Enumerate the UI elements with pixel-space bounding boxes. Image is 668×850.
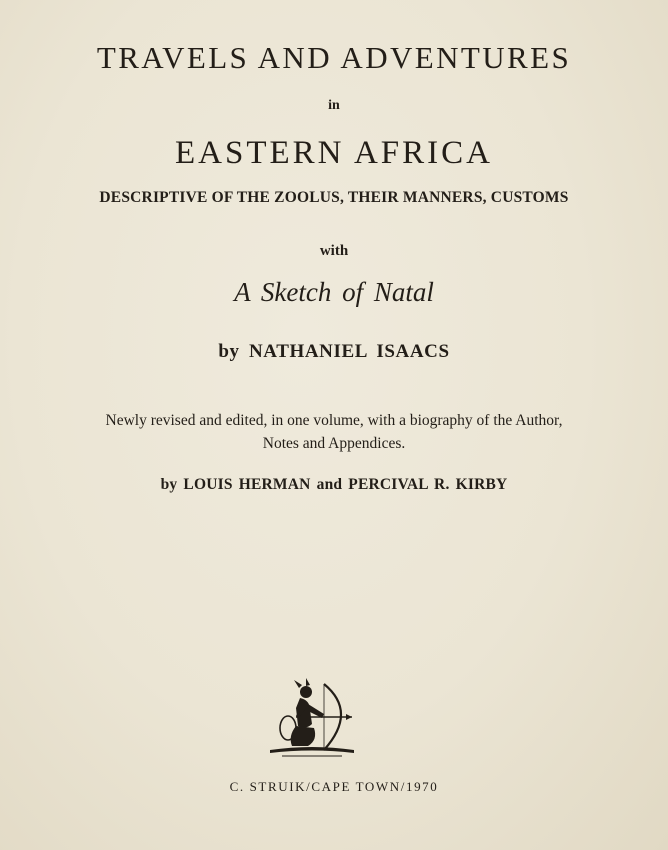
author-line: by NATHANIEL ISAACS — [218, 341, 450, 362]
publisher-imprint: C. STRUIK/CAPE TOWN/1970 — [229, 779, 439, 794]
title-connector-in: in — [328, 98, 340, 113]
edition-note-line1: Newly revised and edited, in one volume, with a biography of the Author, — [105, 412, 563, 429]
book-title-line2: EASTERN AFRICA — [175, 135, 493, 171]
editors-line: by LOUIS HERMAN and PERCIVAL R. KIRBY — [160, 476, 508, 493]
title-connector-with: with — [319, 243, 349, 259]
book-title-line1: TRAVELS AND ADVENTURES — [96, 40, 572, 75]
archer-emblem-icon — [266, 678, 358, 760]
sketch-title: A Sketch of Natal — [234, 277, 434, 307]
book-subtitle: DESCRIPTIVE OF THE ZOOLUS, THEIR MANNERS, CUSTOMS — [99, 189, 569, 206]
edition-note — [0, 409, 668, 455]
edition-note-line2: Notes and Appendices. — [262, 435, 406, 452]
